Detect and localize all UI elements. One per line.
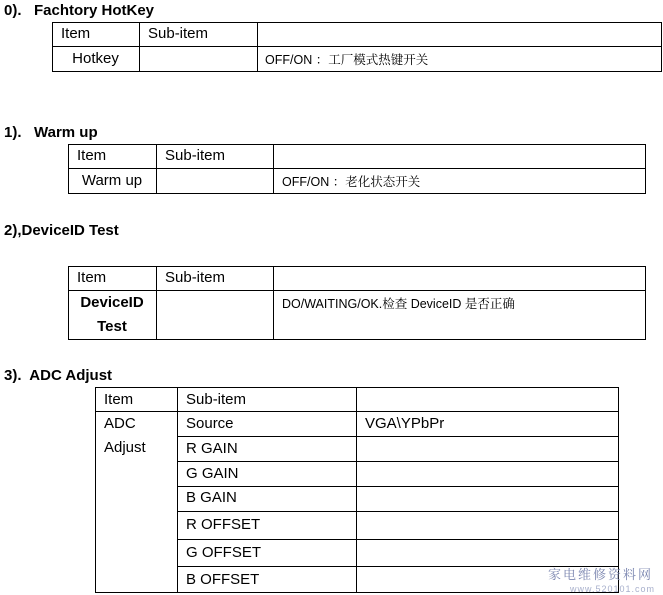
section-0-heading: 0). Fachtory HotKey (4, 2, 155, 19)
section-2-heading: 2),DeviceID Test (4, 222, 119, 239)
deviceid-description: DO/WAITING/OK.检查 DeviceID 是否正确 (282, 297, 515, 311)
subitem-r-gain: R GAIN (186, 440, 238, 457)
subitem-g-gain: G GAIN (186, 465, 239, 482)
adc-item-line2: Adjust (104, 439, 146, 456)
header-subitem: Sub-item (165, 147, 226, 164)
adc-item-line1: ADC (104, 415, 136, 432)
header-item: Item (61, 25, 91, 42)
section-3-heading: 3). ADC Adjust (4, 367, 113, 384)
subitem-source: Source (186, 415, 234, 432)
subitem-g-offset: G OFFSET (186, 544, 261, 561)
header-subitem: Sub-item (186, 391, 247, 408)
header-item: Item (104, 391, 134, 408)
hotkey-item: Hotkey (72, 50, 119, 67)
hotkey-description: OFF/ON ：工厂模式热键开关 (265, 53, 429, 67)
watermark-url: www.520101.com (569, 584, 655, 594)
deviceid-item-line2: Test (97, 318, 127, 335)
warmup-item: Warm up (81, 172, 143, 189)
subitem-b-offset: B OFFSET (186, 571, 260, 588)
deviceid-item-line1: DeviceID (80, 294, 144, 311)
section-1-heading: 1). Warm up (4, 124, 98, 141)
subitem-b-gain: B GAIN (186, 489, 237, 506)
subitem-r-offset: R OFFSET (186, 516, 261, 533)
source-value: VGA\YPbPr (365, 415, 445, 432)
header-subitem: Sub-item (165, 269, 226, 286)
header-subitem: Sub-item (148, 25, 209, 42)
warmup-description: OFF/ON ：老化状态开关 (282, 175, 421, 189)
header-item: Item (77, 147, 107, 164)
watermark-text: 家电维修资料网 (547, 568, 653, 583)
header-item: Item (77, 269, 107, 286)
